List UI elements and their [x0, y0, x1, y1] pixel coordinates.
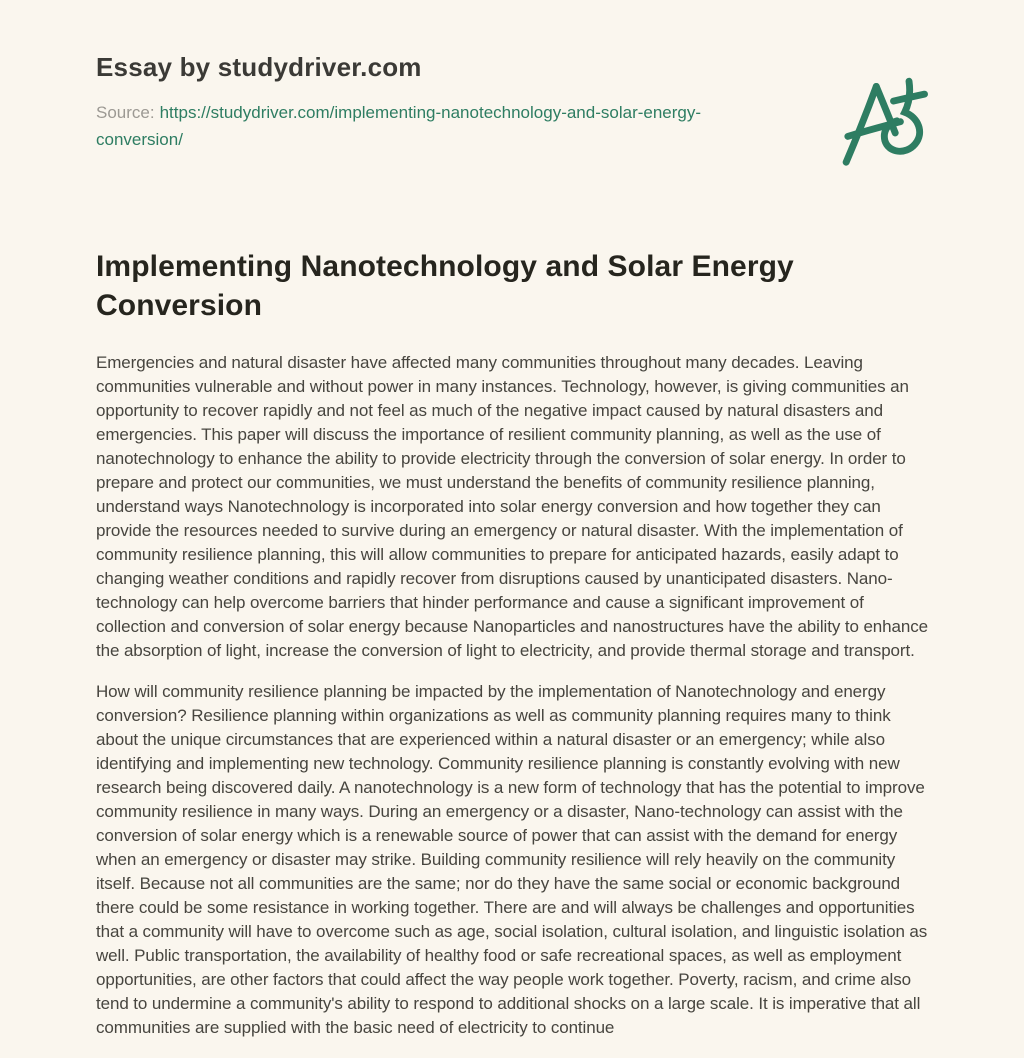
a-plus-logo-icon	[822, 64, 934, 176]
essay-title: Implementing Nanotechnology and Solar Energy Conversion	[96, 250, 794, 322]
essay-header	[96, 52, 928, 153]
source-label: Source:	[96, 103, 155, 122]
essay-paragraph-1: Emergencies and natural disaster have affected many communities throughout many decades. Leaving communities vulnerable and without power in many instances. Technology, however, is giving communities an opportunity to recover rapidly and not feel as much of the negative impact caused by natural disasters and emergencies. This paper will discuss the importance of resilient community planning, as well as the use of nanotechnology to enhance the ability to provide electricity through the conversion of solar energy. In order to prepare and protect our communities, we must understand the benefits of community resilience planning, understand ways Nanotechnology is incorporated into solar energy conversion and how together they can provide the resources needed to survive during an emergency or natural disaster. With the implementation of community resilience planning, this will allow communities to prepare for anticipated hazards, easily adapt to changing weather conditions and rapidly recover from disruptions caused by unanticipated disasters. Nano-technology can help overcome barriers that hinder performance and cause a significant improvement of collection and conversion of solar energy because Nanoparticles and nanostructures have the ability to enhance the absorption of light, increase the conversion of light to electricity, and provide thermal storage and transport.	[96, 353, 928, 660]
page-title: Essay by studydriver.com	[96, 52, 422, 82]
source-link[interactable]: https://studydriver.com/implementing-nanotechnology-and-solar-energy-conversion/	[96, 103, 702, 149]
essay-body	[96, 247, 928, 1040]
source-line	[96, 99, 736, 153]
essay-paragraph-2: How will community resilience planning be impacted by the implementation of Nanotechnology and energy conversion? Resilience planning within organizations as well as community planning requires many to think about the unique circumstances that are experienced within a natural disaster or an emergency; while also identifying and implementing new technology. Community resilience planning is constantly evolving with new research being discovered daily. A nanotechnology is a new form of technology that has the potential to improve community resilience in many ways. During an emergency or a disaster, Nano-technology can assist with the conversion of solar energy which is a renewable source of power that can assist with the demand for energy when an emergency or disaster may strike. Building community resilience will rely heavily on the community itself. Because not all communities are the same; nor do they have the same social or economic background there could be some resistance in working together. There are and will always be challenges and opportunities that a community will have to overcome such as age, social isolation, cultural isolation, and linguistic isolation as well. Public transportation, the availability of healthy food or safe recreational spaces, as well as employment opportunities, are other factors that could affect the way people work together. Poverty, racism, and crime also tend to undermine a community's ability to respond to additional shocks on a large scale. It is imperative that all communities are supplied with the basic need of electricity to continue	[96, 682, 928, 1037]
